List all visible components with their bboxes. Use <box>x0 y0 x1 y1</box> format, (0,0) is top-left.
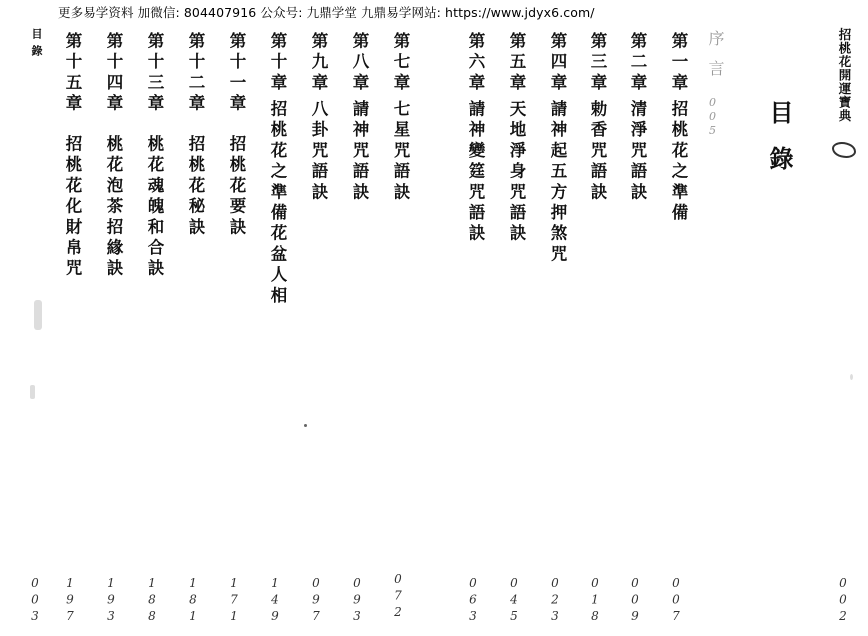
chapter-3-page: 018 <box>588 576 602 626</box>
chapter-7-page: 072 <box>391 572 405 622</box>
toc-heading: 目錄 <box>765 100 794 192</box>
chapter-7-number: 第七章 <box>391 32 410 95</box>
chapter-3-number: 第三章 <box>588 32 607 95</box>
chapter-11-page: 171 <box>227 576 241 626</box>
chapter-8-title: 請神咒語訣 <box>350 100 369 204</box>
preface-page-number: 005 <box>706 96 719 138</box>
chapter-2-title: 清淨咒語訣 <box>628 100 647 204</box>
chapter-13-title: 桃花魂魄和合訣 <box>145 135 164 280</box>
chapter-14-page: 193 <box>104 576 118 626</box>
chapter-9-number: 第九章 <box>309 32 328 95</box>
chapter-10-title: 招桃花之準備花盆人相 <box>268 100 287 307</box>
chapter-2-page: 009 <box>628 576 642 626</box>
chapter-1-number: 第一章 <box>669 32 688 95</box>
chapter-14-number: 第十四章 <box>104 32 123 115</box>
chapter-9-page: 097 <box>309 576 323 626</box>
chapter-12-title: 招桃花秘訣 <box>186 135 205 239</box>
chapter-4-number: 第四章 <box>548 32 567 95</box>
right-page-number: 002 <box>836 576 850 626</box>
chapter-7-title: 七星咒語訣 <box>391 100 410 204</box>
chapter-4-page: 023 <box>548 576 562 626</box>
chapter-9-title: 八卦咒語訣 <box>309 100 328 204</box>
chapter-4-title: 請神起五方押煞咒 <box>548 100 567 266</box>
watermark-banner: 更多易学资料 加微信: 804407916 公众号: 九鼎学堂 九鼎易学网站: https://www.jdyx6.com/ <box>58 5 595 20</box>
left-page-number: 003 <box>28 576 42 626</box>
chapter-5-title: 天地淨身咒語訣 <box>507 100 526 245</box>
chapter-3-title: 勅香咒語訣 <box>588 100 607 204</box>
seal-mark-icon <box>832 142 856 158</box>
preface-label: 序言 <box>706 30 725 90</box>
chapter-10-page: 149 <box>268 576 282 626</box>
chapter-11-number: 第十一章 <box>227 32 246 115</box>
scan-speck <box>304 424 307 427</box>
running-book-title: 招桃花開運寶典 <box>837 28 852 123</box>
chapter-1-title: 招桃花之準備 <box>669 100 688 225</box>
chapter-13-number: 第十三章 <box>145 32 164 115</box>
chapter-11-title: 招桃花要訣 <box>227 135 246 239</box>
chapter-15-number: 第十五章 <box>63 32 82 115</box>
chapter-14-title: 桃花泡茶招緣訣 <box>104 135 123 280</box>
scan-speck <box>30 385 35 399</box>
chapter-5-number: 第五章 <box>507 32 526 95</box>
chapter-6-title: 請神變筳咒語訣 <box>466 100 485 245</box>
chapter-5-page: 045 <box>507 576 521 626</box>
left-page-heading: 目錄 <box>30 28 43 62</box>
chapter-6-page: 063 <box>466 576 480 626</box>
chapter-1-page: 007 <box>669 576 683 626</box>
chapter-2-number: 第二章 <box>628 32 647 95</box>
chapter-6-number: 第六章 <box>466 32 485 95</box>
chapter-15-page: 197 <box>63 576 77 626</box>
chapter-8-page: 093 <box>350 576 364 626</box>
chapter-10-number: 第十章 <box>268 32 287 95</box>
chapter-8-number: 第八章 <box>350 32 369 95</box>
chapter-13-page: 188 <box>145 576 159 626</box>
scan-speck <box>34 300 42 330</box>
chapter-12-number: 第十二章 <box>186 32 205 115</box>
chapter-15-title: 招桃花化財帛咒 <box>63 135 82 280</box>
scan-speck <box>850 374 853 380</box>
chapter-12-page: 181 <box>186 576 200 626</box>
